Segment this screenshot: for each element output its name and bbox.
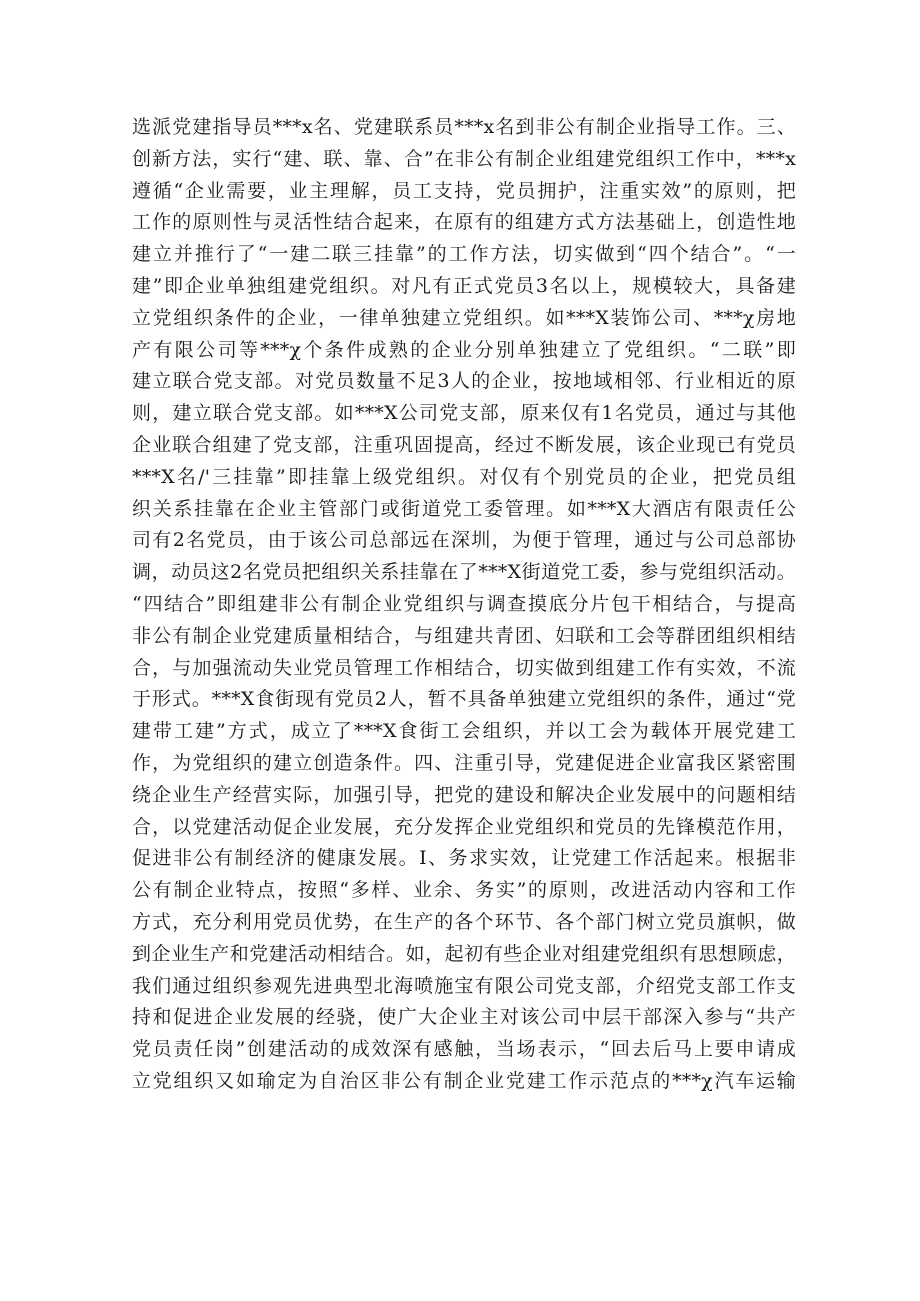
text-line: 产有限公司等***χ个条件成熟的企业分别单独建立了党组织。“二联”即 — [132, 338, 796, 361]
text-line: 于形式。***X食街现有党员2人，暂不具备单独建立党组织的条件，通过“党 — [132, 688, 796, 711]
text-line: 建立并推行了“一建二联三挂靠”的工作方法，切实做到“四个结合”。“一 — [132, 243, 796, 266]
text-line: 立党组织条件的企业，一律单独建立党组织。如***X装饰公司、***χ房地 — [132, 306, 796, 329]
text-line: 创新方法，实行“建、联、靠、合”在非公有制企业组建党组织工作中，***x — [132, 147, 796, 170]
text-line: 建立联合党支部。对党员数量不足3人的企业，按地域相邻、行业相近的原 — [132, 370, 796, 393]
text-line: 立党组织又如瑜定为自治区非公有制企业党建工作示范点的***χ汽车运输 — [132, 1069, 796, 1092]
text-line: 选派党建指导员***x名、党建联系员***x名到非公有制企业指导工作。三、 — [132, 116, 796, 138]
text-line: 遵循“企业需要，业主理解，员工支持，党员拥护，注重实效”的原则，把 — [132, 179, 796, 202]
text-line: 到企业生产和党建活动相结合。如，起初有些企业对组建党组织有思想顾虑， — [132, 942, 796, 965]
text-line: 我们通过组织参观先进典型北海喷施宝有限公司党支部，介绍党支部工作支 — [132, 974, 796, 997]
text-line: 绕企业生产经营实际，加强引导，把党的建设和解决企业发展中的问题相结 — [132, 783, 796, 806]
text-line: 合，以党建活动促企业发展，充分发挥企业党组织和党员的先锋模范作用， — [132, 815, 796, 838]
text-line: 建”即企业单独组建党组织。对凡有正式党员3名以上，规模较大，具备建 — [132, 274, 796, 297]
text-line: 非公有制企业党建质量相结合，与组建共青团、妇联和工会等群团组织相结 — [132, 624, 796, 647]
text-line: 织关系挂靠在企业主管部门或街道党工委管理。如***X大酒店有限责任公 — [132, 497, 796, 520]
text-line: 调，动员这2名党员把组织关系挂靠在了***X街道党工委，参与党组织活动。 — [132, 561, 796, 584]
text-line: “四结合”即组建非公有制企业党组织与调查摸底分片包干相结合，与提高 — [132, 592, 796, 615]
text-line: 方式，充分利用党员优势，在生产的各个环节、各个部门树立党员旗帜，做 — [132, 910, 796, 933]
text-line: 司有2名党员，由于该公司总部远在深圳，为便于管理，通过与公司总部协 — [132, 529, 796, 552]
body-text — [132, 112, 796, 1098]
text-line: ***X名/'三挂靠”即挂靠上级党组织。对仅有个别党员的企业，把党员组 — [132, 465, 796, 488]
text-line: 工作的原则性与灵活性结合起来，在原有的组建方式方法基础上，创造性地 — [132, 211, 796, 234]
text-line: 则，建立联合党支部。如***X公司党支部，原来仅有1名党员，通过与其他 — [132, 402, 796, 425]
text-line: 促进非公有制经济的健康发展。I、务求实效，让党建工作活起来。根据非 — [132, 847, 796, 870]
text-line: 公有制企业特点，按照“多样、业余、务实”的原则，改进活动内容和工作 — [132, 879, 796, 902]
text-line: 企业联合组建了党支部，注重巩固提高，经过不断发展，该企业现已有党员 — [132, 433, 796, 456]
text-line: 建带工建”方式，成立了***X食街工会组织，并以工会为载体开展党建工 — [132, 720, 796, 743]
text-line: 合，与加强流动失业党员管理工作相结合，切实做到组建工作有实效，不流 — [132, 656, 796, 679]
text-line: 持和促进企业发展的经骁，使广大企业主对该公司中层干部深入参与“共产 — [132, 1006, 796, 1029]
text-line: 作，为党组织的建立创造条件。四、注重引导，党建促进企业富我区紧密围 — [132, 751, 796, 774]
text-line: 党员责任岗”创建活动的成效深有感触，当场表示，“回去后马上要申请成 — [132, 1038, 796, 1061]
